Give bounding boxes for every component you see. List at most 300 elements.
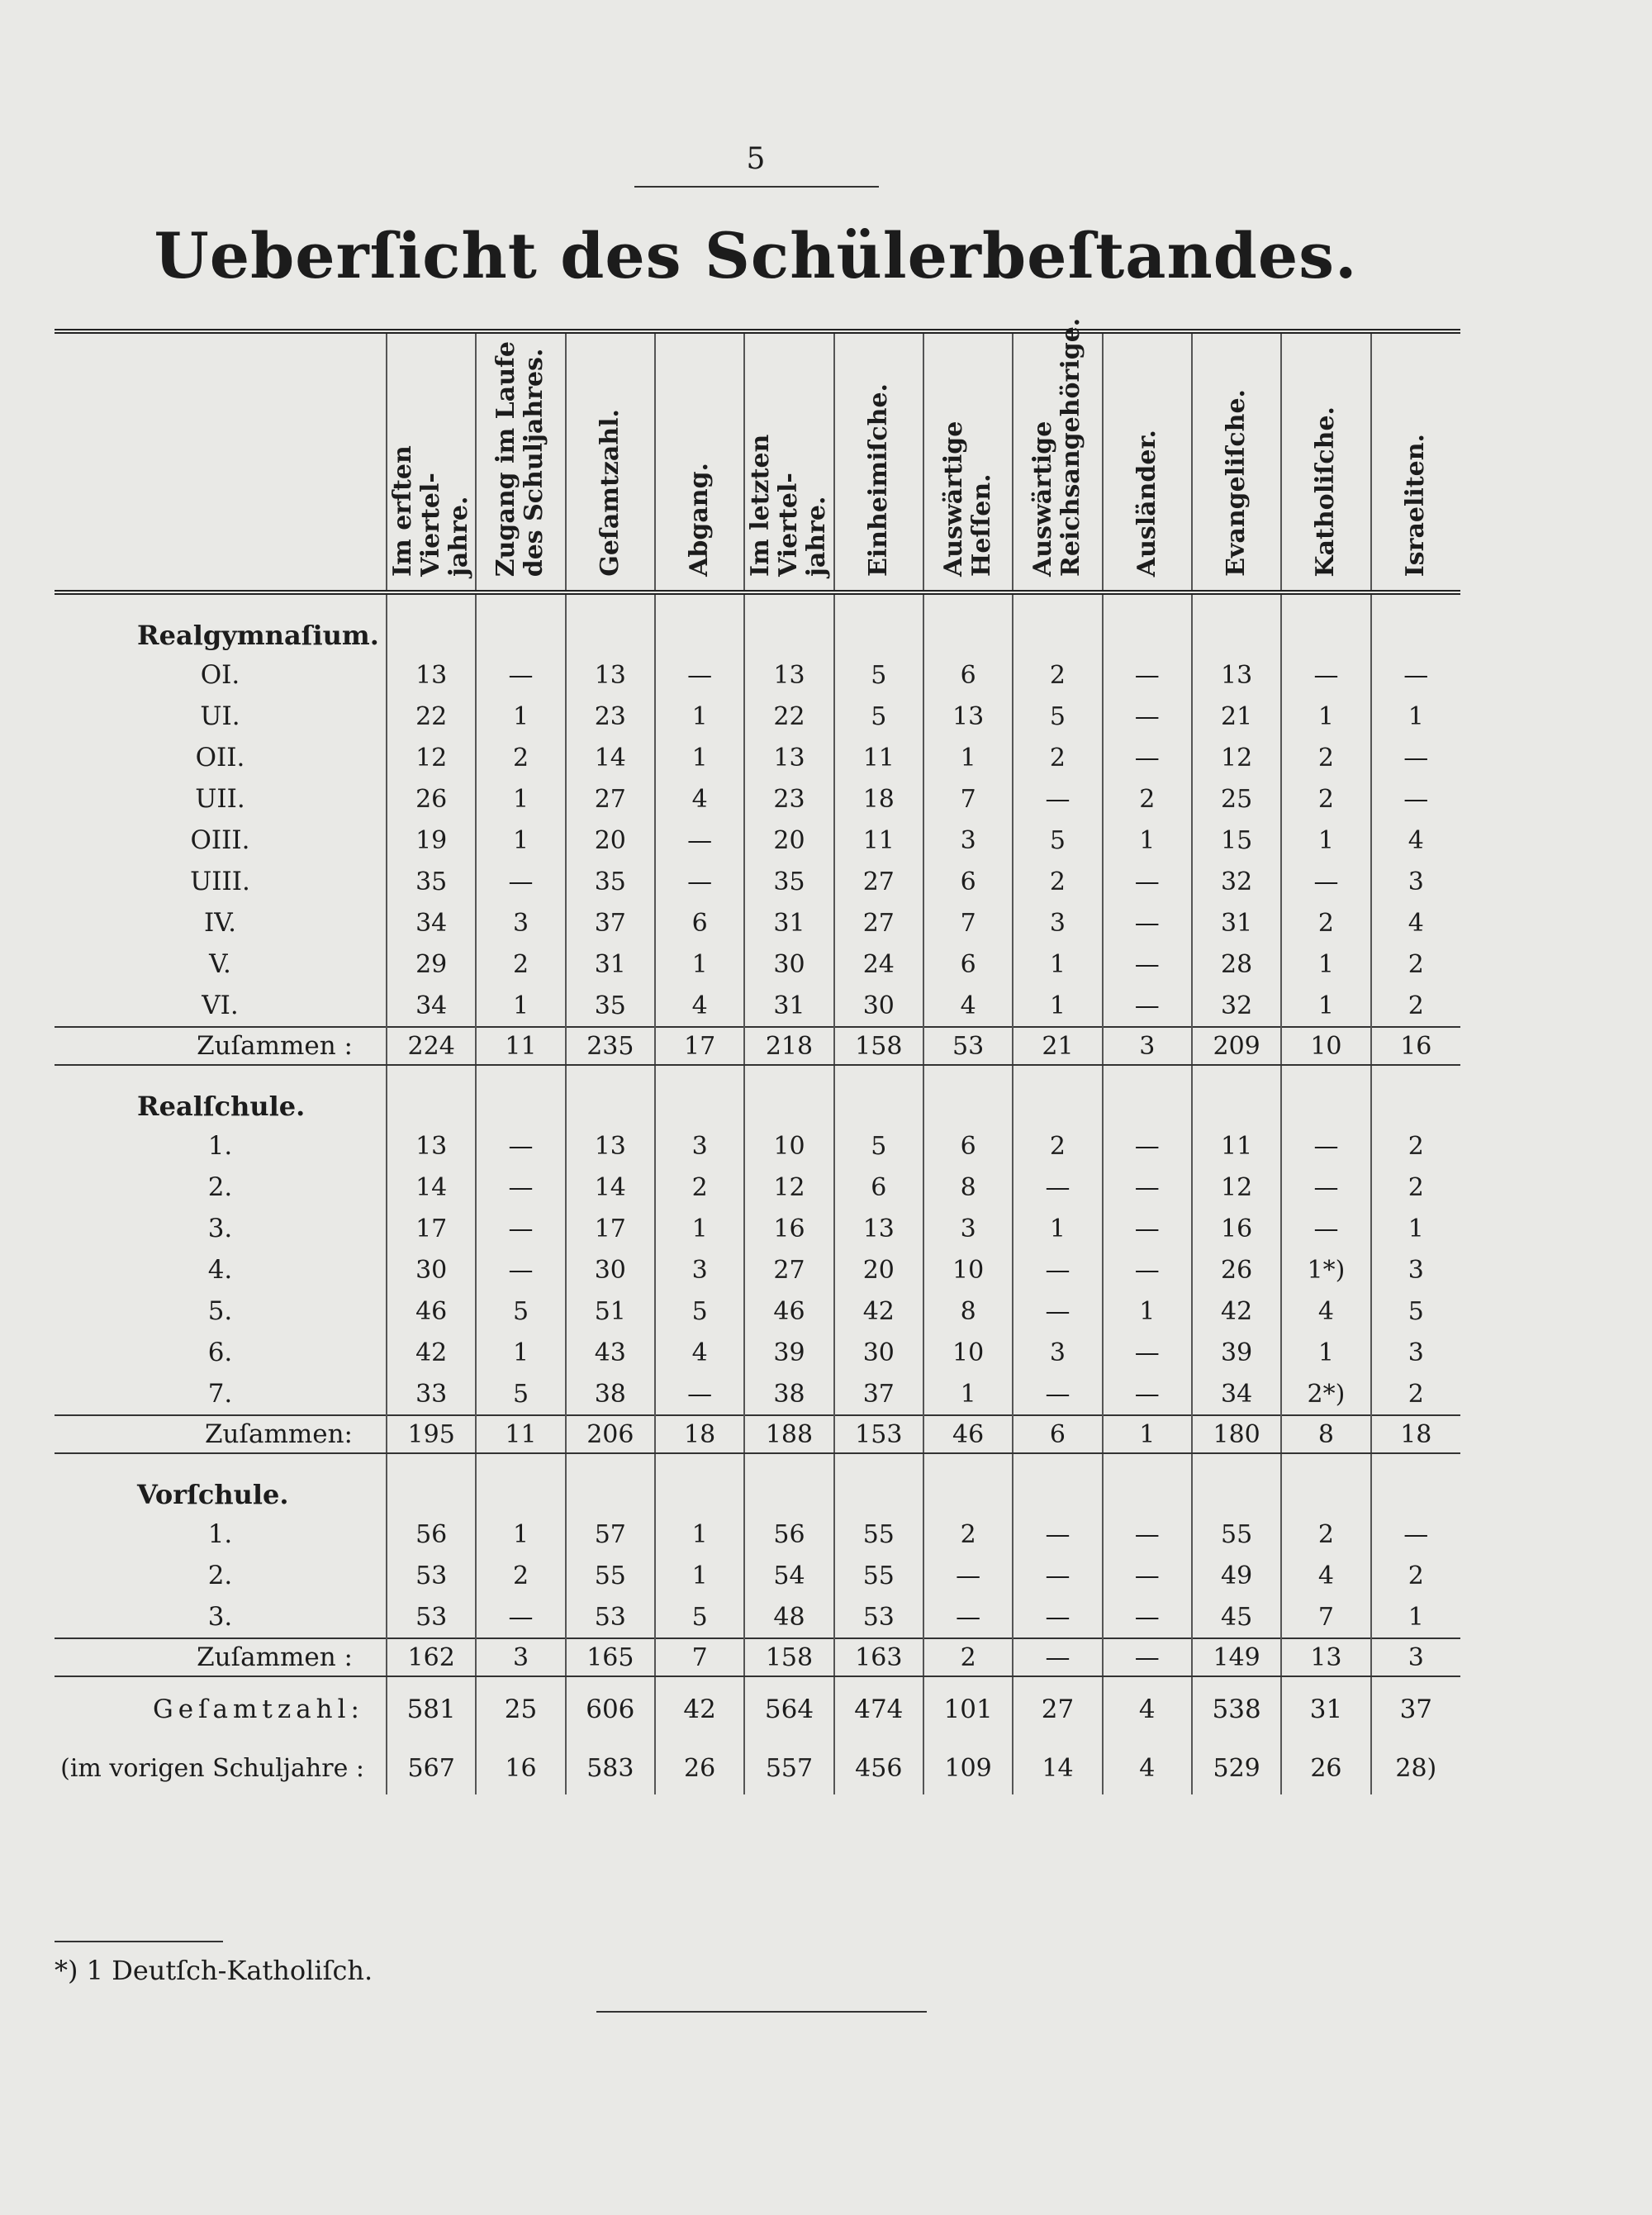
table-cell: 474 bbox=[834, 1676, 923, 1742]
row-label: 2. bbox=[207, 1172, 233, 1202]
table-cell: — bbox=[1371, 1514, 1460, 1555]
table-row bbox=[55, 1555, 1460, 1596]
table-cell: — bbox=[1103, 1638, 1192, 1676]
table-cell: 557 bbox=[744, 1742, 833, 1794]
row-label: UIII. bbox=[190, 867, 250, 896]
table-row bbox=[55, 902, 1460, 944]
column-header: Im erſten Viertel- jahre. bbox=[387, 331, 476, 592]
table-cell: 583 bbox=[566, 1742, 655, 1794]
table-cell: 37 bbox=[1371, 1676, 1460, 1742]
table-cell: 25 bbox=[1192, 778, 1281, 820]
table-cell: 14 bbox=[566, 737, 655, 778]
table-cell: 42 bbox=[655, 1676, 744, 1742]
table-cell: 2 bbox=[1013, 737, 1102, 778]
table-cell: 11 bbox=[834, 820, 923, 861]
table-cell: 3 bbox=[923, 1208, 1013, 1249]
row-label: 2. bbox=[207, 1561, 233, 1590]
row-label: 1. bbox=[207, 1131, 233, 1161]
table-cell bbox=[655, 1065, 744, 1125]
table-cell: 1*) bbox=[1281, 1249, 1370, 1290]
table-cell: 109 bbox=[923, 1742, 1013, 1794]
table-cell: 26 bbox=[655, 1742, 744, 1794]
row-label: 4. bbox=[207, 1255, 233, 1285]
table-cell: 5 bbox=[655, 1290, 744, 1332]
table-cell: — bbox=[1013, 1249, 1102, 1290]
bottom-rule bbox=[596, 2011, 927, 2013]
table-cell: 2 bbox=[1281, 737, 1370, 778]
table-cell: — bbox=[476, 1596, 565, 1638]
table-cell: 4 bbox=[655, 985, 744, 1027]
table-cell: 1 bbox=[1281, 820, 1370, 861]
table-cell: 11 bbox=[1192, 1125, 1281, 1167]
table-cell: 1 bbox=[655, 737, 744, 778]
table-cell: 158 bbox=[744, 1638, 833, 1676]
table-cell: 13 bbox=[387, 654, 476, 696]
table-cell: 3 bbox=[1371, 1249, 1460, 1290]
table-cell: 6 bbox=[1013, 1415, 1102, 1453]
table-cell: — bbox=[1103, 1208, 1192, 1249]
table-cell: — bbox=[655, 1373, 744, 1415]
table-cell: 14 bbox=[387, 1167, 476, 1208]
table-cell: 6 bbox=[923, 944, 1013, 985]
table-cell: 6 bbox=[655, 902, 744, 944]
table-cell: — bbox=[1103, 861, 1192, 902]
row-label: Zuſammen: bbox=[55, 1415, 387, 1453]
table-cell: 4 bbox=[1281, 1555, 1370, 1596]
table-cell: 3 bbox=[1371, 861, 1460, 902]
table-cell: 2 bbox=[1013, 1125, 1102, 1167]
table-cell: 53 bbox=[834, 1596, 923, 1638]
table-row bbox=[55, 1514, 1460, 1555]
table-cell bbox=[1192, 1453, 1281, 1514]
table-cell: — bbox=[1013, 1373, 1102, 1415]
table-cell bbox=[1371, 592, 1460, 654]
table-row bbox=[55, 985, 1460, 1027]
table-cell: 27 bbox=[744, 1249, 833, 1290]
table-cell: — bbox=[476, 1249, 565, 1290]
page-number-rule bbox=[634, 186, 879, 188]
row-label: UI. bbox=[200, 701, 240, 731]
table-cell: 7 bbox=[923, 902, 1013, 944]
table-row bbox=[55, 654, 1460, 696]
row-label: OI. bbox=[200, 660, 240, 690]
table-cell: — bbox=[655, 861, 744, 902]
table-cell: 55 bbox=[834, 1514, 923, 1555]
table-cell: 2 bbox=[1371, 1167, 1460, 1208]
table-cell: 235 bbox=[566, 1027, 655, 1065]
table-cell: 2 bbox=[1281, 778, 1370, 820]
table-cell: 2 bbox=[1013, 654, 1102, 696]
table-cell: 3 bbox=[1013, 902, 1102, 944]
table-cell bbox=[1013, 1065, 1102, 1125]
table-cell: 2 bbox=[476, 1555, 565, 1596]
table-cell: 11 bbox=[476, 1027, 565, 1065]
table-cell: 24 bbox=[834, 944, 923, 985]
table-cell bbox=[566, 592, 655, 654]
table-cell: — bbox=[476, 654, 565, 696]
footnote-rule bbox=[55, 1941, 223, 1942]
table-cell: 12 bbox=[744, 1167, 833, 1208]
table-cell: 46 bbox=[744, 1290, 833, 1332]
row-label: Realgymnaſium. bbox=[137, 620, 379, 651]
table-cell: 13 bbox=[1192, 654, 1281, 696]
column-header: Im letzten Viertel- jahre. bbox=[744, 331, 833, 592]
table-cell: 5 bbox=[476, 1290, 565, 1332]
table-cell: 162 bbox=[387, 1638, 476, 1676]
table-cell: 606 bbox=[566, 1676, 655, 1742]
table-cell: 42 bbox=[387, 1332, 476, 1373]
table-cell: — bbox=[1103, 944, 1192, 985]
table-cell: — bbox=[1013, 1290, 1102, 1332]
table-cell bbox=[387, 1453, 476, 1514]
section-total-row bbox=[55, 1027, 1460, 1065]
table-cell: 17 bbox=[387, 1208, 476, 1249]
table-row bbox=[55, 696, 1460, 737]
table-cell bbox=[923, 1065, 1013, 1125]
table-cell: 18 bbox=[655, 1415, 744, 1453]
table-cell: 1 bbox=[1371, 1208, 1460, 1249]
row-label: 7. bbox=[207, 1379, 233, 1409]
table-cell: — bbox=[655, 654, 744, 696]
table-cell: 149 bbox=[1192, 1638, 1281, 1676]
table-cell: — bbox=[655, 820, 744, 861]
table-cell: 206 bbox=[566, 1415, 655, 1453]
table-cell bbox=[1192, 1065, 1281, 1125]
table-cell: 32 bbox=[1192, 861, 1281, 902]
row-label: 6. bbox=[207, 1338, 233, 1367]
table-cell: 27 bbox=[834, 902, 923, 944]
table-cell: 2 bbox=[1371, 944, 1460, 985]
table-cell: 1 bbox=[476, 778, 565, 820]
header-row bbox=[55, 331, 1460, 592]
table-cell: 2 bbox=[1371, 1373, 1460, 1415]
column-header: Auswärtige Heſſen. bbox=[923, 331, 1013, 592]
table-cell: 3 bbox=[476, 902, 565, 944]
table-cell bbox=[387, 1065, 476, 1125]
table-cell: 3 bbox=[655, 1249, 744, 1290]
table-cell: 25 bbox=[476, 1676, 565, 1742]
table-cell: 32 bbox=[1192, 985, 1281, 1027]
table-cell: 17 bbox=[655, 1027, 744, 1065]
table-cell: 53 bbox=[566, 1596, 655, 1638]
footnote: *) 1 Deutſch-Katholiſch. bbox=[55, 1955, 373, 1986]
table-cell: — bbox=[923, 1596, 1013, 1638]
table-cell: 4 bbox=[1103, 1676, 1192, 1742]
table-cell: 10 bbox=[923, 1332, 1013, 1373]
table-cell: 46 bbox=[387, 1290, 476, 1332]
row-label: VI. bbox=[202, 991, 239, 1020]
table-cell: 3 bbox=[923, 820, 1013, 861]
column-header: Zugang im Laufe des Schuljahres. bbox=[476, 331, 565, 592]
table-cell: — bbox=[1103, 1555, 1192, 1596]
table-cell: 13 bbox=[566, 654, 655, 696]
table-cell: 31 bbox=[566, 944, 655, 985]
table-row bbox=[55, 1167, 1460, 1208]
table-cell: 29 bbox=[387, 944, 476, 985]
row-label: Geſamtzahl: bbox=[55, 1676, 387, 1742]
table-cell: 13 bbox=[566, 1125, 655, 1167]
header-corner bbox=[55, 331, 387, 592]
table-cell: — bbox=[1013, 1555, 1102, 1596]
table-cell: 55 bbox=[1192, 1514, 1281, 1555]
table-cell bbox=[923, 592, 1013, 654]
table-cell: 27 bbox=[834, 861, 923, 902]
table-cell: 16 bbox=[744, 1208, 833, 1249]
table-cell: 6 bbox=[923, 654, 1013, 696]
table-cell: — bbox=[1103, 696, 1192, 737]
table-cell: 13 bbox=[1281, 1638, 1370, 1676]
table-cell: 3 bbox=[1371, 1332, 1460, 1373]
table-cell: — bbox=[1281, 1125, 1370, 1167]
table-cell: 38 bbox=[566, 1373, 655, 1415]
table-cell: 33 bbox=[387, 1373, 476, 1415]
table-cell: 27 bbox=[1013, 1676, 1102, 1742]
table-cell: 12 bbox=[387, 737, 476, 778]
table-cell: 163 bbox=[834, 1638, 923, 1676]
table-cell: 26 bbox=[1192, 1249, 1281, 1290]
table-cell: 1 bbox=[1281, 696, 1370, 737]
table-row bbox=[55, 944, 1460, 985]
table-cell: 28) bbox=[1371, 1742, 1460, 1794]
table-cell: 2 bbox=[1013, 861, 1102, 902]
table-cell: 5 bbox=[834, 1125, 923, 1167]
table-cell bbox=[744, 1453, 833, 1514]
table-cell: 42 bbox=[834, 1290, 923, 1332]
table-row bbox=[55, 737, 1460, 778]
table-cell: 1 bbox=[1281, 944, 1370, 985]
table-cell: 1 bbox=[1013, 1208, 1102, 1249]
table-cell bbox=[387, 592, 476, 654]
table-cell: — bbox=[1371, 737, 1460, 778]
row-label: V. bbox=[209, 949, 231, 979]
table-cell: — bbox=[1013, 1638, 1102, 1676]
table-cell: 53 bbox=[387, 1555, 476, 1596]
table-cell: 3 bbox=[1371, 1638, 1460, 1676]
table-cell bbox=[1281, 1065, 1370, 1125]
table-cell: 456 bbox=[834, 1742, 923, 1794]
table-cell: 15 bbox=[1192, 820, 1281, 861]
row-label: 1. bbox=[207, 1519, 233, 1549]
table-cell: 1 bbox=[1013, 944, 1102, 985]
table-cell: 2 bbox=[1371, 1555, 1460, 1596]
table-cell: 13 bbox=[923, 696, 1013, 737]
table-cell: 12 bbox=[1192, 1167, 1281, 1208]
section-heading-row bbox=[55, 592, 1460, 654]
table-cell: 567 bbox=[387, 1742, 476, 1794]
table-cell: — bbox=[476, 1167, 565, 1208]
section-heading-row bbox=[55, 1065, 1460, 1125]
table-cell: 5 bbox=[1371, 1290, 1460, 1332]
table-cell: 31 bbox=[744, 902, 833, 944]
table-cell: 4 bbox=[1281, 1290, 1370, 1332]
table-cell: 53 bbox=[387, 1596, 476, 1638]
table-cell: 56 bbox=[744, 1514, 833, 1555]
column-header: Auswärtige Reichsangehörige. bbox=[1013, 331, 1102, 592]
table-cell: — bbox=[1103, 654, 1192, 696]
table-cell: 6 bbox=[923, 861, 1013, 902]
table-cell bbox=[1013, 1453, 1102, 1514]
table-cell bbox=[476, 1065, 565, 1125]
table-cell: 12 bbox=[1192, 737, 1281, 778]
table-cell: — bbox=[1281, 1167, 1370, 1208]
table-cell: 581 bbox=[387, 1676, 476, 1742]
table-cell: 1 bbox=[923, 1373, 1013, 1415]
table-cell: 30 bbox=[834, 985, 923, 1027]
row-label: 3. bbox=[207, 1602, 233, 1632]
table-cell: — bbox=[1371, 778, 1460, 820]
table-cell: 48 bbox=[744, 1596, 833, 1638]
table-cell: — bbox=[476, 861, 565, 902]
table-cell: 1 bbox=[1103, 1415, 1192, 1453]
table-cell: 224 bbox=[387, 1027, 476, 1065]
table-cell: — bbox=[1103, 1332, 1192, 1373]
table-cell: 1 bbox=[1281, 1332, 1370, 1373]
table-cell: 35 bbox=[387, 861, 476, 902]
column-header: Katholiſche. bbox=[1281, 331, 1370, 592]
table-cell: 2 bbox=[655, 1167, 744, 1208]
table-cell: — bbox=[1281, 654, 1370, 696]
table-cell: 28 bbox=[1192, 944, 1281, 985]
table-cell: 1 bbox=[655, 1514, 744, 1555]
row-label: UII. bbox=[195, 784, 245, 814]
table-cell: — bbox=[923, 1555, 1013, 1596]
table-cell: 19 bbox=[387, 820, 476, 861]
table-cell: 16 bbox=[1192, 1208, 1281, 1249]
table-cell: 8 bbox=[923, 1167, 1013, 1208]
table-cell: 1 bbox=[1371, 1596, 1460, 1638]
table-cell: 4 bbox=[1371, 902, 1460, 944]
row-label: Zuſammen : bbox=[55, 1027, 387, 1065]
row-label: 5. bbox=[207, 1296, 233, 1326]
table-cell: 20 bbox=[744, 820, 833, 861]
table-cell: 218 bbox=[744, 1027, 833, 1065]
table-cell: 20 bbox=[566, 820, 655, 861]
row-label: Realſchule. bbox=[137, 1091, 306, 1122]
table-cell: — bbox=[1103, 1167, 1192, 1208]
table-cell bbox=[476, 1453, 565, 1514]
table-cell: 57 bbox=[566, 1514, 655, 1555]
table-cell: 2 bbox=[1371, 1125, 1460, 1167]
table-cell: 5 bbox=[476, 1373, 565, 1415]
table-cell: 4 bbox=[655, 778, 744, 820]
table-cell: 165 bbox=[566, 1638, 655, 1676]
table-cell: 1 bbox=[655, 696, 744, 737]
table-cell: 16 bbox=[1371, 1027, 1460, 1065]
table-cell bbox=[744, 1065, 833, 1125]
table-cell: 1 bbox=[476, 1332, 565, 1373]
grand-total-row bbox=[55, 1676, 1460, 1742]
table-cell: — bbox=[1103, 902, 1192, 944]
table-cell bbox=[1103, 1453, 1192, 1514]
table-cell: 38 bbox=[744, 1373, 833, 1415]
table-cell: 53 bbox=[923, 1027, 1013, 1065]
section-total-row bbox=[55, 1415, 1460, 1453]
table-cell: 5 bbox=[1013, 696, 1102, 737]
table-cell: 34 bbox=[387, 902, 476, 944]
table-row bbox=[55, 1125, 1460, 1167]
table-cell bbox=[476, 592, 565, 654]
table-row bbox=[55, 778, 1460, 820]
table-cell: 39 bbox=[744, 1332, 833, 1373]
table-cell: 180 bbox=[1192, 1415, 1281, 1453]
table-cell: 2 bbox=[1281, 902, 1370, 944]
table-cell: 30 bbox=[834, 1332, 923, 1373]
table-cell: 21 bbox=[1192, 696, 1281, 737]
table-cell: 14 bbox=[566, 1167, 655, 1208]
previous-year-row bbox=[55, 1742, 1460, 1794]
table-cell: 7 bbox=[1281, 1596, 1370, 1638]
table-cell: 5 bbox=[1013, 820, 1102, 861]
table-cell bbox=[1371, 1453, 1460, 1514]
table-cell: 13 bbox=[834, 1208, 923, 1249]
table-cell: — bbox=[1103, 1373, 1192, 1415]
table-cell: 3 bbox=[1103, 1027, 1192, 1065]
table-cell: 3 bbox=[1013, 1332, 1102, 1373]
table-cell bbox=[1281, 592, 1370, 654]
table-cell: 7 bbox=[655, 1638, 744, 1676]
table-cell: 4 bbox=[655, 1332, 744, 1373]
table-cell: — bbox=[1281, 861, 1370, 902]
table-cell: 56 bbox=[387, 1514, 476, 1555]
table-cell: 14 bbox=[1013, 1742, 1102, 1794]
table-row bbox=[55, 820, 1460, 861]
table-cell: 23 bbox=[566, 696, 655, 737]
table-cell: 13 bbox=[744, 654, 833, 696]
table-cell bbox=[834, 592, 923, 654]
table-cell: 10 bbox=[1281, 1027, 1370, 1065]
table-cell bbox=[566, 1065, 655, 1125]
table-cell: 51 bbox=[566, 1290, 655, 1332]
table-cell: 34 bbox=[387, 985, 476, 1027]
table-cell: 1 bbox=[923, 737, 1013, 778]
table-cell: 11 bbox=[476, 1415, 565, 1453]
table-cell: 18 bbox=[834, 778, 923, 820]
table-cell bbox=[834, 1065, 923, 1125]
row-label: OII. bbox=[195, 743, 245, 772]
table-cell: 188 bbox=[744, 1415, 833, 1453]
row-label: 3. bbox=[207, 1214, 233, 1243]
table-cell: 26 bbox=[387, 778, 476, 820]
table-cell: 26 bbox=[1281, 1742, 1370, 1794]
table-cell: 5 bbox=[834, 696, 923, 737]
table-cell bbox=[1103, 1065, 1192, 1125]
table-cell: — bbox=[1013, 1167, 1102, 1208]
table-cell bbox=[834, 1453, 923, 1514]
table-cell: 37 bbox=[566, 902, 655, 944]
table-cell: 10 bbox=[744, 1125, 833, 1167]
column-header: Abgang. bbox=[655, 331, 744, 592]
table-cell: — bbox=[1013, 1514, 1102, 1555]
student-table-wrapper bbox=[55, 317, 1460, 1794]
column-header: Evangeliſche. bbox=[1192, 331, 1281, 592]
table-cell bbox=[655, 592, 744, 654]
table-cell: — bbox=[1103, 1596, 1192, 1638]
page-title: Ueberſicht des Schülerbeſtandes. bbox=[154, 219, 1358, 292]
table-cell: 1 bbox=[1281, 985, 1370, 1027]
table-cell: 5 bbox=[655, 1596, 744, 1638]
table-cell: 153 bbox=[834, 1415, 923, 1453]
table-cell: 17 bbox=[566, 1208, 655, 1249]
table-row bbox=[55, 1249, 1460, 1290]
table-cell: 30 bbox=[566, 1249, 655, 1290]
table-cell: 10 bbox=[923, 1249, 1013, 1290]
table-cell: 49 bbox=[1192, 1555, 1281, 1596]
table-cell: 2 bbox=[1371, 985, 1460, 1027]
table-cell: — bbox=[1281, 1208, 1370, 1249]
row-label: OIII. bbox=[190, 825, 250, 855]
table-cell bbox=[1192, 592, 1281, 654]
table-cell: 8 bbox=[1281, 1415, 1370, 1453]
